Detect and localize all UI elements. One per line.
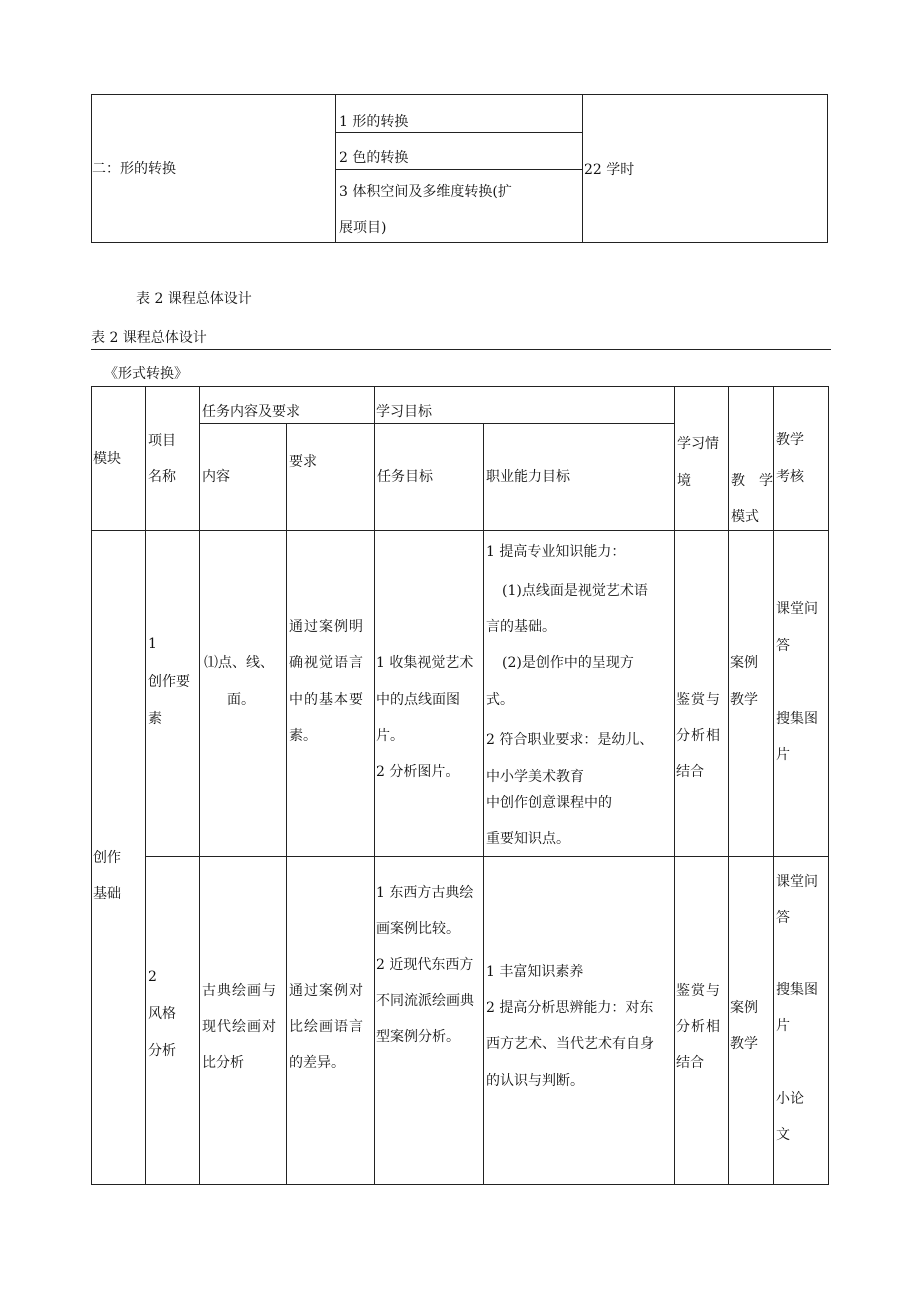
row2-career-goal: 2 提高分析思辨能力：对东 (486, 1000, 654, 1016)
row2-career-goal: 1 丰富知识素养 (486, 964, 584, 980)
caption-1: 表 2 课程总体设计 (136, 291, 252, 307)
main-table-border (91, 530, 829, 531)
main-table-border (773, 386, 774, 1185)
row1-project: 1 (148, 636, 157, 652)
top-table-item: 展项目) (339, 220, 387, 236)
row1-situation: 鉴赏与 (676, 692, 721, 708)
header-task-goal: 任务目标 (377, 469, 433, 485)
row1-content: ⑴点、线、 (204, 655, 274, 671)
row1-assessment: 课堂问 (776, 601, 818, 617)
top-table-border (335, 132, 582, 133)
header-situation: 学习情 (677, 436, 719, 452)
row1-career-goal: 中创作创意课程中的 (486, 795, 612, 811)
main-table-border (728, 386, 729, 1185)
header-task-group: 任务内容及要求 (202, 404, 300, 420)
row2-teach-mode: 教学 (730, 1036, 758, 1052)
row2-career-goal: 西方艺术、当代艺术有自身 (486, 1036, 654, 1052)
row1-task-goal: 中的点线面图 (376, 692, 460, 708)
main-table-border (199, 423, 674, 424)
row2-situation: 鉴赏与 (676, 983, 721, 999)
header-teach-mode: 教 学 (731, 473, 773, 489)
row1-career-goal: (1)点线面是视觉艺术语 (502, 583, 648, 599)
row2-content: 现代绘画对 (202, 1019, 277, 1035)
row2-task-goal: 不同流派绘画典 (376, 993, 474, 1009)
row1-requirement: 通过案例明 (289, 619, 364, 635)
row1-assessment: 搜集图 (776, 711, 818, 727)
row1-requirement: 素。 (289, 728, 317, 744)
header-module: 模块 (93, 451, 121, 467)
row2-assessment: 答 (776, 910, 790, 926)
row1-task-goal: 1 收集视觉艺术 (376, 655, 474, 671)
subtitle: 《形式转换》 (104, 366, 188, 382)
row2-requirement: 比绘画语言 (289, 1019, 364, 1035)
row1-career-goal: 2 符合职业要求：是幼儿、 (486, 732, 654, 748)
row2-task-goal: 型案例分析。 (376, 1029, 460, 1045)
row1-career-goal: 中小学美术教育 (486, 769, 584, 785)
header-project-name: 名称 (148, 469, 176, 485)
main-table-border (91, 386, 829, 387)
row2-task-goal: 2 近现代东西方 (376, 957, 474, 973)
row2-teach-mode: 案例 (730, 1000, 758, 1016)
row2-project: 风格 (148, 1006, 176, 1022)
caption-rule (91, 349, 831, 350)
top-table-border (827, 94, 828, 243)
header-requirement: 要求 (289, 454, 317, 470)
header-project-name: 项目 (148, 433, 176, 449)
caption-2: 表 2 课程总体设计 (91, 330, 207, 346)
row1-situation: 分析相 (676, 728, 721, 744)
header-learning-goals: 学习目标 (376, 404, 432, 420)
row1-teach-mode: 案例 (730, 655, 758, 671)
row1-assessment: 答 (776, 638, 790, 654)
row2-assessment: 小论 (776, 1091, 804, 1107)
row1-career-goal: 言的基础。 (486, 619, 556, 635)
header-situation: 境 (677, 473, 691, 489)
row2-career-goal: 的认识与判断。 (486, 1073, 584, 1089)
row1-career-goal: 重要知识点。 (486, 831, 570, 847)
module-name: 创作 (93, 850, 121, 866)
main-table-border (91, 386, 92, 1185)
header-content: 内容 (202, 469, 230, 485)
main-table-border (674, 386, 675, 1185)
top-table-hours: 22 学时 (584, 162, 635, 178)
row1-task-goal: 片。 (376, 728, 404, 744)
header-assessment: 教学 (776, 432, 804, 448)
row2-project: 分析 (148, 1043, 176, 1059)
row1-situation: 结合 (676, 764, 704, 780)
row2-task-goal: 画案例比较。 (376, 921, 460, 937)
top-table-border (582, 94, 583, 243)
main-table-border (145, 856, 829, 857)
row2-requirement: 的差异。 (289, 1055, 345, 1071)
row1-teach-mode: 教学 (730, 692, 758, 708)
top-table-item: 3 体积空间及多维度转换(扩 (339, 184, 512, 200)
main-table-border (828, 386, 829, 1185)
row2-assessment: 文 (776, 1127, 790, 1143)
top-table-item: 1 形的转换 (339, 114, 409, 130)
row2-requirement: 通过案例对 (289, 983, 364, 999)
top-table-border (91, 94, 828, 95)
header-teach-mode: 模式 (731, 509, 759, 525)
row2-content: 比分析 (202, 1055, 244, 1071)
main-table-border (199, 386, 200, 1185)
row1-career-goal: 1 提高专业知识能力： (486, 544, 626, 560)
row2-assessment: 片 (776, 1018, 790, 1034)
top-table-module: 二：形的转换 (92, 161, 176, 177)
main-table-border (483, 423, 484, 1185)
row2-situation: 分析相 (676, 1019, 721, 1035)
row1-task-goal: 2 分析图片。 (376, 764, 460, 780)
row2-task-goal: 1 东西方古典绘 (376, 885, 474, 901)
main-table-border (286, 423, 287, 1185)
row2-project: 2 (148, 969, 157, 985)
row1-project: 创作要 (148, 674, 190, 690)
top-table-item: 2 色的转换 (339, 150, 409, 166)
main-table-border (374, 386, 375, 1185)
row1-career-goal: (2)是创作中的呈现方 (502, 655, 634, 671)
header-assessment: 考核 (776, 469, 804, 485)
row1-assessment: 片 (776, 747, 790, 763)
row2-assessment: 搜集图 (776, 982, 818, 998)
row2-assessment: 课堂问 (776, 874, 818, 890)
header-career-goal: 职业能力目标 (486, 469, 570, 485)
row1-career-goal: 式。 (486, 692, 514, 708)
row2-content: 古典绘画与 (202, 983, 277, 999)
main-table-border (91, 1184, 829, 1185)
row1-requirement: 中的基本要 (289, 692, 364, 708)
row1-requirement: 确视觉语言 (289, 655, 364, 671)
top-table-border (335, 169, 582, 170)
module-name: 基础 (93, 886, 121, 902)
row1-project: 素 (148, 711, 162, 727)
row1-content: 面。 (227, 692, 255, 708)
top-table-border (91, 242, 828, 243)
row2-situation: 结合 (676, 1055, 704, 1071)
main-table-border (145, 386, 146, 1185)
